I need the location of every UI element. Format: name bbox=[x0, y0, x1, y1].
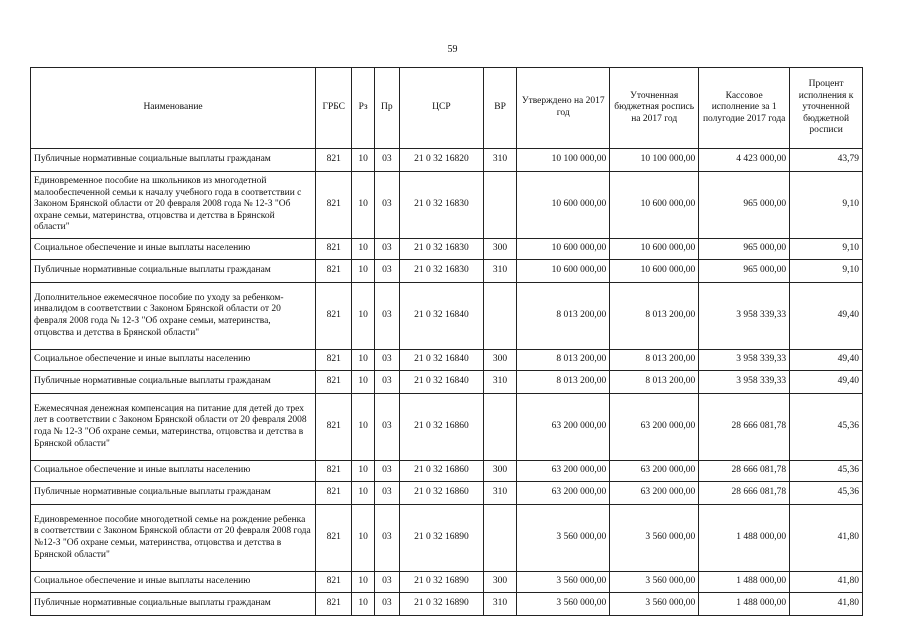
cell-grbs: 821 bbox=[316, 572, 352, 593]
cell-pr: 03 bbox=[374, 350, 399, 371]
cell-approved: 63 200 000,00 bbox=[517, 461, 610, 482]
cell-csr: 21 0 32 16890 bbox=[399, 593, 483, 616]
cell-percent: 41,80 bbox=[790, 505, 863, 572]
cell-refined: 10 600 000,00 bbox=[610, 172, 699, 239]
header-pr: Пр bbox=[374, 68, 399, 149]
cell-grbs: 821 bbox=[316, 260, 352, 283]
cell-grbs: 821 bbox=[316, 593, 352, 616]
cell-pr: 03 bbox=[374, 572, 399, 593]
cell-name: Публичные нормативные социальные выплаты гражданам bbox=[31, 371, 316, 394]
cell-rz: 10 bbox=[352, 461, 374, 482]
table-row bbox=[31, 149, 863, 172]
page-number: 59 bbox=[447, 44, 458, 55]
cell-grbs: 821 bbox=[316, 149, 352, 172]
cell-vr: 310 bbox=[483, 149, 516, 172]
cell-csr: 21 0 32 16860 bbox=[399, 482, 483, 505]
cell-rz: 10 bbox=[352, 149, 374, 172]
cell-vr: 300 bbox=[483, 239, 516, 260]
cell-pr: 03 bbox=[374, 394, 399, 461]
cell-refined: 10 600 000,00 bbox=[610, 260, 699, 283]
cell-approved: 8 013 200,00 bbox=[517, 283, 610, 350]
cell-percent: 45,36 bbox=[790, 461, 863, 482]
cell-vr bbox=[483, 394, 516, 461]
cell-grbs: 821 bbox=[316, 482, 352, 505]
table-row bbox=[31, 260, 863, 283]
cell-pr: 03 bbox=[374, 239, 399, 260]
cell-refined: 3 560 000,00 bbox=[610, 572, 699, 593]
cell-vr: 300 bbox=[483, 350, 516, 371]
cell-name: Социальное обеспечение и иные выплаты населению bbox=[31, 350, 316, 371]
cell-refined: 8 013 200,00 bbox=[610, 283, 699, 350]
table-row bbox=[31, 172, 863, 239]
cell-cash: 965 000,00 bbox=[699, 239, 790, 260]
cell-percent: 43,79 bbox=[790, 149, 863, 172]
cell-percent: 9,10 bbox=[790, 239, 863, 260]
cell-refined: 63 200 000,00 bbox=[610, 394, 699, 461]
cell-csr: 21 0 32 16830 bbox=[399, 239, 483, 260]
cell-csr: 21 0 32 16830 bbox=[399, 172, 483, 239]
cell-cash: 965 000,00 bbox=[699, 260, 790, 283]
cell-percent: 41,80 bbox=[790, 593, 863, 616]
header-vr: ВР bbox=[483, 68, 516, 149]
cell-csr: 21 0 32 16840 bbox=[399, 283, 483, 350]
cell-approved: 10 600 000,00 bbox=[517, 239, 610, 260]
cell-pr: 03 bbox=[374, 505, 399, 572]
cell-name: Социальное обеспечение и иные выплаты населению bbox=[31, 461, 316, 482]
header-rz: Рз bbox=[352, 68, 374, 149]
cell-cash: 3 958 339,33 bbox=[699, 350, 790, 371]
table-row bbox=[31, 283, 863, 350]
cell-csr: 21 0 32 16860 bbox=[399, 394, 483, 461]
cell-rz: 10 bbox=[352, 283, 374, 350]
cell-rz: 10 bbox=[352, 260, 374, 283]
cell-percent: 49,40 bbox=[790, 283, 863, 350]
header-refined: Уточненная бюджетная роспись на 2017 год bbox=[610, 68, 699, 149]
cell-approved: 3 560 000,00 bbox=[517, 572, 610, 593]
cell-approved: 3 560 000,00 bbox=[517, 593, 610, 616]
cell-cash: 1 488 000,00 bbox=[699, 505, 790, 572]
table-row bbox=[31, 239, 863, 260]
cell-grbs: 821 bbox=[316, 239, 352, 260]
cell-cash: 28 666 081,78 bbox=[699, 394, 790, 461]
cell-name: Публичные нормативные социальные выплаты гражданам bbox=[31, 149, 316, 172]
cell-percent: 45,36 bbox=[790, 394, 863, 461]
cell-cash: 1 488 000,00 bbox=[699, 593, 790, 616]
cell-pr: 03 bbox=[374, 461, 399, 482]
cell-grbs: 821 bbox=[316, 371, 352, 394]
cell-csr: 21 0 32 16860 bbox=[399, 461, 483, 482]
cell-rz: 10 bbox=[352, 505, 374, 572]
header-name: Наименование bbox=[31, 68, 316, 149]
table-header-row bbox=[31, 68, 863, 149]
cell-name: Публичные нормативные социальные выплаты гражданам bbox=[31, 482, 316, 505]
cell-vr bbox=[483, 505, 516, 572]
cell-refined: 8 013 200,00 bbox=[610, 350, 699, 371]
cell-name: Ежемесячная денежная компенсация на питание для детей до трех лет в соответствии с Законом Брянской области от 20 февраля 2008 года № 12-З "Об охране семьи, материнства, отцовства и детства в Брянской области" bbox=[31, 394, 316, 461]
cell-approved: 10 100 000,00 bbox=[517, 149, 610, 172]
cell-vr: 310 bbox=[483, 371, 516, 394]
table-row bbox=[31, 505, 863, 572]
header-cash: Кассовое исполнение за 1 полугодие 2017 года bbox=[699, 68, 790, 149]
cell-rz: 10 bbox=[352, 394, 374, 461]
cell-vr: 310 bbox=[483, 482, 516, 505]
cell-vr: 310 bbox=[483, 260, 516, 283]
cell-pr: 03 bbox=[374, 482, 399, 505]
cell-percent: 41,80 bbox=[790, 572, 863, 593]
table-row bbox=[31, 461, 863, 482]
cell-vr: 300 bbox=[483, 461, 516, 482]
cell-grbs: 821 bbox=[316, 505, 352, 572]
cell-refined: 10 600 000,00 bbox=[610, 239, 699, 260]
cell-csr: 21 0 32 16820 bbox=[399, 149, 483, 172]
cell-rz: 10 bbox=[352, 239, 374, 260]
cell-name: Публичные нормативные социальные выплаты гражданам bbox=[31, 260, 316, 283]
table-row bbox=[31, 572, 863, 593]
cell-csr: 21 0 32 16890 bbox=[399, 572, 483, 593]
cell-csr: 21 0 32 16840 bbox=[399, 371, 483, 394]
cell-rz: 10 bbox=[352, 482, 374, 505]
cell-grbs: 821 bbox=[316, 172, 352, 239]
cell-vr bbox=[483, 172, 516, 239]
cell-vr: 300 bbox=[483, 572, 516, 593]
cell-refined: 3 560 000,00 bbox=[610, 505, 699, 572]
budget-table bbox=[30, 67, 863, 616]
cell-name: Публичные нормативные социальные выплаты гражданам bbox=[31, 593, 316, 616]
cell-percent: 45,36 bbox=[790, 482, 863, 505]
table-row bbox=[31, 482, 863, 505]
cell-pr: 03 bbox=[374, 283, 399, 350]
cell-refined: 3 560 000,00 bbox=[610, 593, 699, 616]
cell-rz: 10 bbox=[352, 172, 374, 239]
cell-cash: 965 000,00 bbox=[699, 172, 790, 239]
cell-approved: 3 560 000,00 bbox=[517, 505, 610, 572]
cell-rz: 10 bbox=[352, 371, 374, 394]
cell-approved: 10 600 000,00 bbox=[517, 260, 610, 283]
table-row bbox=[31, 350, 863, 371]
cell-name: Социальное обеспечение и иные выплаты населению bbox=[31, 572, 316, 593]
cell-approved: 8 013 200,00 bbox=[517, 350, 610, 371]
cell-pr: 03 bbox=[374, 593, 399, 616]
cell-approved: 63 200 000,00 bbox=[517, 394, 610, 461]
cell-percent: 9,10 bbox=[790, 172, 863, 239]
cell-refined: 10 100 000,00 bbox=[610, 149, 699, 172]
cell-pr: 03 bbox=[374, 371, 399, 394]
cell-grbs: 821 bbox=[316, 461, 352, 482]
table-row bbox=[31, 371, 863, 394]
cell-refined: 8 013 200,00 bbox=[610, 371, 699, 394]
cell-vr: 310 bbox=[483, 593, 516, 616]
cell-cash: 1 488 000,00 bbox=[699, 572, 790, 593]
table-row bbox=[31, 593, 863, 616]
cell-cash: 4 423 000,00 bbox=[699, 149, 790, 172]
cell-grbs: 821 bbox=[316, 394, 352, 461]
cell-csr: 21 0 32 16830 bbox=[399, 260, 483, 283]
cell-csr: 21 0 32 16890 bbox=[399, 505, 483, 572]
cell-percent: 49,40 bbox=[790, 371, 863, 394]
header-grbs: ГРБС bbox=[316, 68, 352, 149]
table-row bbox=[31, 394, 863, 461]
cell-rz: 10 bbox=[352, 350, 374, 371]
header-csr: ЦСР bbox=[399, 68, 483, 149]
header-approved: Утверждено на 2017 год bbox=[517, 68, 610, 149]
cell-name: Дополнительное ежемесячное пособие по уходу за ребенком-инвалидом в соответствии с Законом Брянской области от 20 февраля 2008 года № 12-З "Об охране семьи, материнства, отцовства и детства в Брянской области" bbox=[31, 283, 316, 350]
cell-csr: 21 0 32 16840 bbox=[399, 350, 483, 371]
cell-pr: 03 bbox=[374, 172, 399, 239]
cell-percent: 49,40 bbox=[790, 350, 863, 371]
cell-refined: 63 200 000,00 bbox=[610, 461, 699, 482]
cell-cash: 3 958 339,33 bbox=[699, 371, 790, 394]
cell-approved: 8 013 200,00 bbox=[517, 371, 610, 394]
cell-rz: 10 bbox=[352, 572, 374, 593]
cell-cash: 28 666 081,78 bbox=[699, 482, 790, 505]
cell-percent: 9,10 bbox=[790, 260, 863, 283]
cell-name: Единовременное пособие на школьников из многодетной малообеспеченной семьи к началу учебного года в соответствии с Законом Брянской области от 20 февраля 2008 года № 12-З "Об охране семьи, материнства, отцовства и детства в Брянской области" bbox=[31, 172, 316, 239]
cell-refined: 63 200 000,00 bbox=[610, 482, 699, 505]
cell-name: Социальное обеспечение и иные выплаты населению bbox=[31, 239, 316, 260]
cell-approved: 10 600 000,00 bbox=[517, 172, 610, 239]
cell-name: Единовременное пособие многодетной семье на рождение ребенка в соответствии с Законом Брянской области от 20 февраля 2008 года №12-З "Об охране семьи, материнства, отцовства и детства в Брянской области" bbox=[31, 505, 316, 572]
cell-cash: 28 666 081,78 bbox=[699, 461, 790, 482]
cell-grbs: 821 bbox=[316, 350, 352, 371]
cell-vr bbox=[483, 283, 516, 350]
cell-rz: 10 bbox=[352, 593, 374, 616]
cell-cash: 3 958 339,33 bbox=[699, 283, 790, 350]
header-percent: Процент исполнения к уточненной бюджетной росписи bbox=[790, 68, 863, 149]
cell-approved: 63 200 000,00 bbox=[517, 482, 610, 505]
cell-grbs: 821 bbox=[316, 283, 352, 350]
cell-pr: 03 bbox=[374, 149, 399, 172]
cell-pr: 03 bbox=[374, 260, 399, 283]
